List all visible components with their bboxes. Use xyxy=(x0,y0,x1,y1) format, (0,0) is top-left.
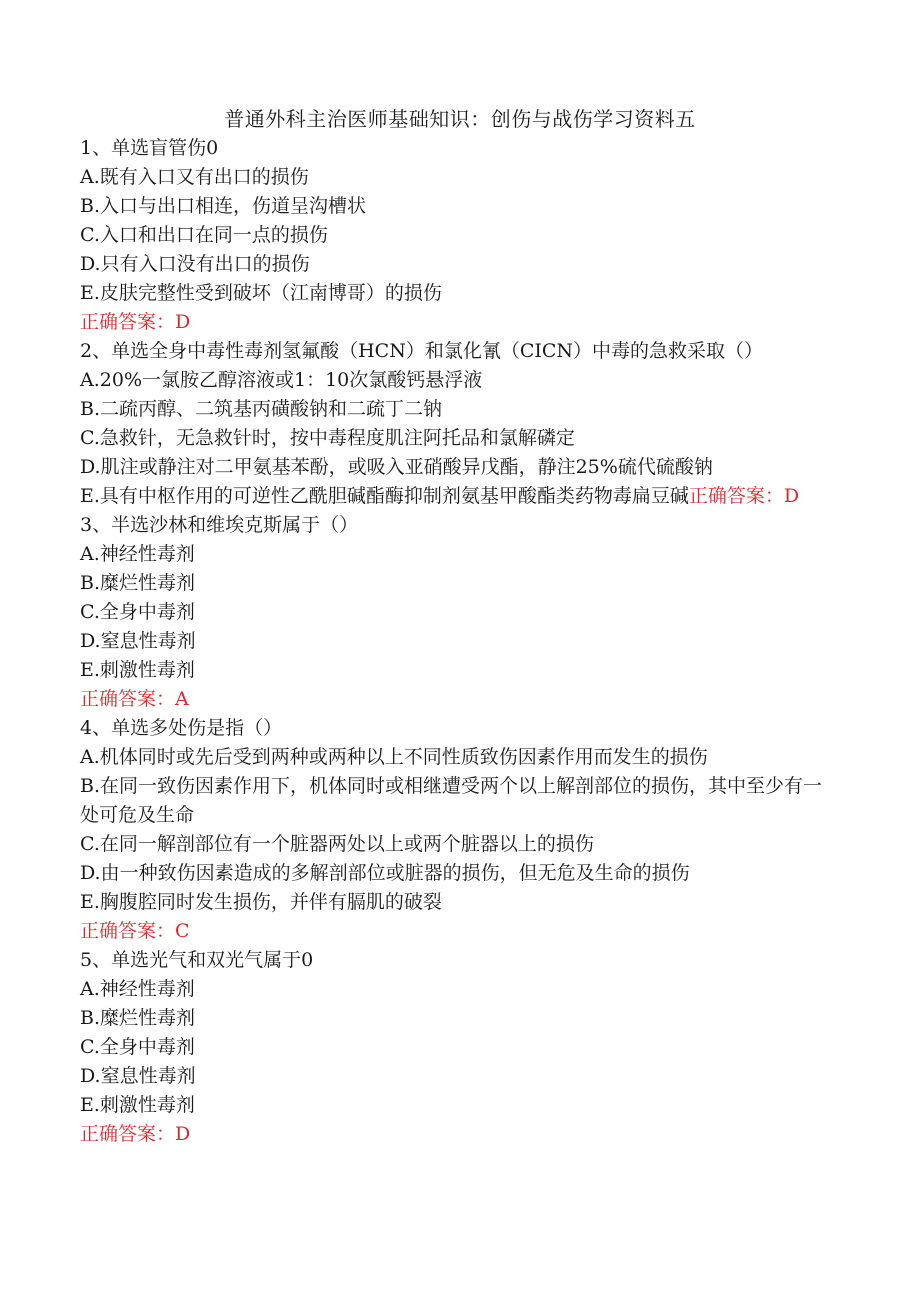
option-b: B.糜烂性毒剂 xyxy=(80,1007,196,1029)
correct-answer: 正确答案：A xyxy=(80,688,189,710)
option-a: A.神经性毒剂 xyxy=(80,543,195,565)
option-b: B.在同一致伤因素作用下，机体同时或相继遭受两个以上解剖部位的损伤，其中至少有一处可危及生命 xyxy=(80,775,823,826)
correct-answer: 正确答案：C xyxy=(80,920,190,942)
question-1 xyxy=(80,134,840,337)
option-b: B.二疏丙醇、二筑基丙磺酸钠和二疏丁二钠 xyxy=(80,398,443,420)
option-e: E.胸腹腔同时发生损伤，并伴有膈肌的破裂 xyxy=(80,891,442,913)
option-a: A.20%一氯胺乙醇溶液或1：10次氯酸钙悬浮液 xyxy=(80,369,483,391)
option-e: E.刺激性毒剂 xyxy=(80,1094,195,1116)
question-4 xyxy=(80,714,840,946)
option-e-with-answer xyxy=(80,482,840,511)
option-c: C.在同一解剖部位有一个脏器两处以上或两个脏器以上的损伤 xyxy=(80,833,594,855)
option-b: B.糜烂性毒剂 xyxy=(80,572,196,594)
option-c: C.全身中毒剂 xyxy=(80,601,195,623)
document-page xyxy=(80,104,840,1149)
option-e: E.具有中枢作用的可逆性乙酰胆碱酯酶抑制剂氨基甲酸酯类药物毒扁豆碱 xyxy=(80,485,689,507)
option-d: D.窒息性毒剂 xyxy=(80,630,196,652)
option-d: D.由一种致伤因素造成的多解剖部位或脏器的损伤，但无危及生命的损伤 xyxy=(80,862,690,884)
option-b: B.入口与出口相连，伤道呈沟槽状 xyxy=(80,195,367,217)
correct-answer: 正确答案：D xyxy=(688,485,800,507)
question-stem: 2、单选全身中毒性毒剂氢氟酸（HCN）和氯化氰（CICN）中毒的急救采取（） xyxy=(80,340,764,362)
option-d: D.只有入口没有出口的损伤 xyxy=(80,253,310,275)
question-stem: 4、单选多处伤是指（） xyxy=(80,717,283,739)
option-d: D.肌注或静注对二甲氨基苯酚，或吸入亚硝酸异戊酯，静注25%硫代硫酸钠 xyxy=(80,456,713,478)
option-d: D.窒息性毒剂 xyxy=(80,1065,196,1087)
option-c: C.急救针，无急救针时，按中毒程度肌注阿托品和氯解磷定 xyxy=(80,427,575,449)
option-c: C.入口和出口在同一点的损伤 xyxy=(80,224,328,246)
question-stem: 5、单选光气和双光气属于0 xyxy=(80,949,314,971)
question-3 xyxy=(80,511,840,714)
question-2 xyxy=(80,337,840,511)
option-a: A.神经性毒剂 xyxy=(80,978,195,1000)
option-e: E.刺激性毒剂 xyxy=(80,659,195,681)
option-a: A.机体同时或先后受到两种或两种以上不同性质致伤因素作用而发生的损伤 xyxy=(80,746,708,768)
option-e: E.皮肤完整性受到破坏（江南博哥）的损伤 xyxy=(80,282,442,304)
question-stem: 1、单选盲管伤0 xyxy=(80,137,219,159)
correct-answer: 正确答案：D xyxy=(80,1123,191,1145)
option-c: C.全身中毒剂 xyxy=(80,1036,195,1058)
correct-answer: 正确答案：D xyxy=(80,311,191,333)
option-a: A.既有入口又有出口的损伤 xyxy=(80,166,309,188)
question-5 xyxy=(80,946,840,1149)
document-title: 普通外科主治医师基础知识：创伤与战伤学习资料五 xyxy=(224,107,696,131)
question-stem: 3、半选沙林和维埃克斯属于（） xyxy=(80,514,359,536)
